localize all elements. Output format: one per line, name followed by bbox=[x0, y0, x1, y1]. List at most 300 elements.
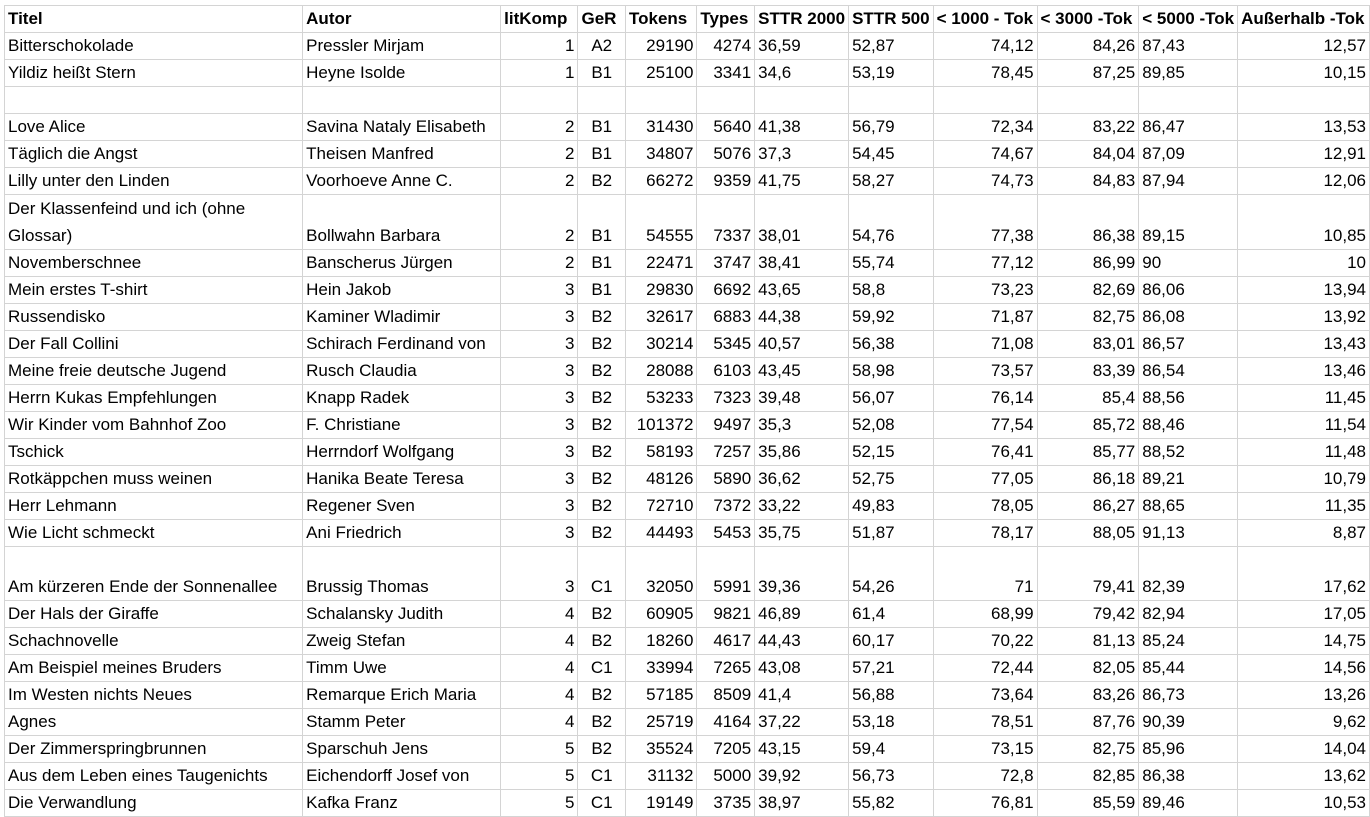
cell-sttr500[interactable]: 56,07 bbox=[849, 385, 933, 412]
cell-titel[interactable]: Aus dem Leben eines Taugenichts bbox=[5, 763, 303, 790]
cell-litkomp[interactable]: 2 bbox=[501, 250, 578, 277]
cell-types[interactable]: 7337 bbox=[697, 195, 755, 250]
cell-ger[interactable]: B2 bbox=[578, 439, 626, 466]
cell-sttr2000[interactable]: 41,38 bbox=[755, 114, 849, 141]
cell-litkomp[interactable]: 5 bbox=[501, 763, 578, 790]
cell-ausserhalb[interactable]: 14,56 bbox=[1238, 655, 1370, 682]
cell-litkomp[interactable]: 4 bbox=[501, 709, 578, 736]
cell-sttr500[interactable]: 58,98 bbox=[849, 358, 933, 385]
cell-types[interactable]: 5345 bbox=[697, 331, 755, 358]
cell-autor[interactable]: Timm Uwe bbox=[303, 655, 501, 682]
cell-tokens[interactable]: 34807 bbox=[625, 141, 696, 168]
col-header-titel[interactable]: Titel bbox=[5, 6, 303, 33]
cell-litkomp[interactable]: 3 bbox=[501, 493, 578, 520]
cell-lt1000[interactable]: 68,99 bbox=[933, 601, 1037, 628]
cell-lt1000[interactable]: 71 bbox=[933, 547, 1037, 601]
cell-autor[interactable]: Kafka Franz bbox=[303, 790, 501, 817]
cell-lt1000[interactable]: 78,51 bbox=[933, 709, 1037, 736]
cell-lt1000[interactable]: 74,12 bbox=[933, 33, 1037, 60]
cell-autor[interactable]: Pressler Mirjam bbox=[303, 33, 501, 60]
cell-sttr500[interactable]: 52,15 bbox=[849, 439, 933, 466]
cell-ger[interactable]: A2 bbox=[578, 33, 626, 60]
cell-lt5000[interactable]: 86,54 bbox=[1139, 358, 1238, 385]
col-header-lt5000[interactable]: < 5000 -Tok bbox=[1139, 6, 1238, 33]
cell-lt1000[interactable]: 77,38 bbox=[933, 195, 1037, 250]
cell-litkomp[interactable]: 4 bbox=[501, 682, 578, 709]
cell-ger[interactable]: B2 bbox=[578, 628, 626, 655]
cell-sttr2000[interactable]: 44,43 bbox=[755, 628, 849, 655]
cell-lt3000[interactable]: 87,76 bbox=[1037, 709, 1139, 736]
cell-tokens[interactable]: 22471 bbox=[625, 250, 696, 277]
cell-litkomp[interactable]: 3 bbox=[501, 547, 578, 601]
cell-tokens[interactable]: 32617 bbox=[625, 304, 696, 331]
cell-titel[interactable]: Yildiz heißt Stern bbox=[5, 60, 303, 87]
cell-types[interactable]: 5453 bbox=[697, 520, 755, 547]
cell-litkomp[interactable]: 4 bbox=[501, 655, 578, 682]
cell-sttr2000[interactable]: 38,41 bbox=[755, 250, 849, 277]
cell-lt3000[interactable]: 79,41 bbox=[1037, 547, 1139, 601]
cell-lt3000[interactable]: 82,75 bbox=[1037, 736, 1139, 763]
cell-lt5000[interactable]: 89,15 bbox=[1139, 195, 1238, 250]
cell-titel[interactable]: Agnes bbox=[5, 709, 303, 736]
cell-sttr2000[interactable]: 43,15 bbox=[755, 736, 849, 763]
cell-litkomp[interactable]: 3 bbox=[501, 520, 578, 547]
cell-ger[interactable]: B2 bbox=[578, 331, 626, 358]
cell-lt1000[interactable]: 76,41 bbox=[933, 439, 1037, 466]
cell-lt3000[interactable]: 82,69 bbox=[1037, 277, 1139, 304]
cell-ausserhalb[interactable]: 10,79 bbox=[1238, 466, 1370, 493]
cell-lt1000[interactable]: 72,34 bbox=[933, 114, 1037, 141]
cell-types[interactable]: 3341 bbox=[697, 60, 755, 87]
cell-litkomp[interactable]: 2 bbox=[501, 141, 578, 168]
cell-autor[interactable]: Rusch Claudia bbox=[303, 358, 501, 385]
cell-ausserhalb[interactable]: 9,62 bbox=[1238, 709, 1370, 736]
cell-ausserhalb[interactable]: 10,85 bbox=[1238, 195, 1370, 250]
cell-lt5000[interactable]: 90 bbox=[1139, 250, 1238, 277]
cell-titel[interactable]: Lilly unter den Linden bbox=[5, 168, 303, 195]
cell-lt3000[interactable]: 84,26 bbox=[1037, 33, 1139, 60]
cell-ger[interactable]: B1 bbox=[578, 250, 626, 277]
cell-tokens[interactable]: 31430 bbox=[625, 114, 696, 141]
cell-lt3000[interactable]: 82,05 bbox=[1037, 655, 1139, 682]
cell-ger[interactable]: C1 bbox=[578, 763, 626, 790]
cell-tokens[interactable]: 35524 bbox=[625, 736, 696, 763]
cell-sttr500[interactable]: 58,27 bbox=[849, 168, 933, 195]
cell-sttr2000[interactable]: 35,3 bbox=[755, 412, 849, 439]
cell-titel[interactable]: Love Alice bbox=[5, 114, 303, 141]
empty-cell[interactable] bbox=[501, 87, 578, 114]
cell-litkomp[interactable]: 5 bbox=[501, 790, 578, 817]
cell-sttr500[interactable]: 56,73 bbox=[849, 763, 933, 790]
cell-types[interactable]: 4617 bbox=[697, 628, 755, 655]
cell-ausserhalb[interactable]: 11,35 bbox=[1238, 493, 1370, 520]
cell-types[interactable]: 5640 bbox=[697, 114, 755, 141]
cell-ger[interactable]: B2 bbox=[578, 682, 626, 709]
cell-sttr2000[interactable]: 36,62 bbox=[755, 466, 849, 493]
cell-lt5000[interactable]: 86,06 bbox=[1139, 277, 1238, 304]
cell-titel[interactable]: Im Westen nichts Neues bbox=[5, 682, 303, 709]
cell-lt3000[interactable]: 86,18 bbox=[1037, 466, 1139, 493]
cell-lt1000[interactable]: 77,12 bbox=[933, 250, 1037, 277]
cell-lt1000[interactable]: 78,05 bbox=[933, 493, 1037, 520]
cell-sttr500[interactable]: 57,21 bbox=[849, 655, 933, 682]
cell-lt1000[interactable]: 70,22 bbox=[933, 628, 1037, 655]
cell-titel[interactable]: Meine freie deutsche Jugend bbox=[5, 358, 303, 385]
cell-lt5000[interactable]: 86,38 bbox=[1139, 763, 1238, 790]
cell-ger[interactable]: B2 bbox=[578, 736, 626, 763]
cell-lt1000[interactable]: 78,45 bbox=[933, 60, 1037, 87]
cell-autor[interactable]: Theisen Manfred bbox=[303, 141, 501, 168]
cell-sttr2000[interactable]: 39,92 bbox=[755, 763, 849, 790]
cell-lt5000[interactable]: 87,09 bbox=[1139, 141, 1238, 168]
cell-ger[interactable]: B2 bbox=[578, 466, 626, 493]
cell-ger[interactable]: B2 bbox=[578, 385, 626, 412]
cell-lt1000[interactable]: 74,73 bbox=[933, 168, 1037, 195]
cell-lt3000[interactable]: 84,04 bbox=[1037, 141, 1139, 168]
cell-litkomp[interactable]: 3 bbox=[501, 385, 578, 412]
cell-autor[interactable]: Sparschuh Jens bbox=[303, 736, 501, 763]
cell-tokens[interactable]: 25719 bbox=[625, 709, 696, 736]
cell-types[interactable]: 5076 bbox=[697, 141, 755, 168]
cell-ausserhalb[interactable]: 8,87 bbox=[1238, 520, 1370, 547]
cell-lt1000[interactable]: 73,64 bbox=[933, 682, 1037, 709]
cell-lt1000[interactable]: 73,15 bbox=[933, 736, 1037, 763]
cell-titel[interactable]: Die Verwandlung bbox=[5, 790, 303, 817]
cell-sttr2000[interactable]: 35,75 bbox=[755, 520, 849, 547]
empty-cell[interactable] bbox=[1139, 87, 1238, 114]
cell-tokens[interactable]: 33994 bbox=[625, 655, 696, 682]
cell-autor[interactable]: Hein Jakob bbox=[303, 277, 501, 304]
cell-sttr2000[interactable]: 35,86 bbox=[755, 439, 849, 466]
cell-sttr500[interactable]: 59,92 bbox=[849, 304, 933, 331]
cell-autor[interactable]: Schirach Ferdinand von bbox=[303, 331, 501, 358]
cell-lt1000[interactable]: 72,8 bbox=[933, 763, 1037, 790]
cell-lt1000[interactable]: 76,14 bbox=[933, 385, 1037, 412]
cell-lt3000[interactable]: 85,59 bbox=[1037, 790, 1139, 817]
cell-lt5000[interactable]: 89,21 bbox=[1139, 466, 1238, 493]
col-header-sttr2000[interactable]: STTR 2000 bbox=[755, 6, 849, 33]
cell-sttr2000[interactable]: 43,65 bbox=[755, 277, 849, 304]
cell-lt3000[interactable]: 79,42 bbox=[1037, 601, 1139, 628]
cell-lt5000[interactable]: 90,39 bbox=[1139, 709, 1238, 736]
cell-autor[interactable]: Stamm Peter bbox=[303, 709, 501, 736]
empty-cell[interactable] bbox=[849, 87, 933, 114]
cell-ger[interactable]: B2 bbox=[578, 601, 626, 628]
cell-ausserhalb[interactable]: 14,75 bbox=[1238, 628, 1370, 655]
cell-titel[interactable]: Herr Lehmann bbox=[5, 493, 303, 520]
cell-types[interactable]: 9359 bbox=[697, 168, 755, 195]
cell-titel[interactable]: Russendisko bbox=[5, 304, 303, 331]
cell-lt3000[interactable]: 84,83 bbox=[1037, 168, 1139, 195]
cell-ausserhalb[interactable]: 12,91 bbox=[1238, 141, 1370, 168]
cell-types[interactable]: 4164 bbox=[697, 709, 755, 736]
cell-ausserhalb[interactable]: 17,05 bbox=[1238, 601, 1370, 628]
cell-lt5000[interactable]: 86,57 bbox=[1139, 331, 1238, 358]
cell-types[interactable]: 6692 bbox=[697, 277, 755, 304]
cell-sttr500[interactable]: 58,8 bbox=[849, 277, 933, 304]
cell-lt5000[interactable]: 88,46 bbox=[1139, 412, 1238, 439]
cell-autor[interactable]: Hanika Beate Teresa bbox=[303, 466, 501, 493]
cell-types[interactable]: 7265 bbox=[697, 655, 755, 682]
cell-ausserhalb[interactable]: 13,26 bbox=[1238, 682, 1370, 709]
cell-lt1000[interactable]: 73,57 bbox=[933, 358, 1037, 385]
cell-sttr2000[interactable]: 37,3 bbox=[755, 141, 849, 168]
cell-tokens[interactable]: 32050 bbox=[625, 547, 696, 601]
cell-types[interactable]: 4274 bbox=[697, 33, 755, 60]
cell-litkomp[interactable]: 3 bbox=[501, 358, 578, 385]
cell-litkomp[interactable]: 2 bbox=[501, 168, 578, 195]
cell-ausserhalb[interactable]: 12,06 bbox=[1238, 168, 1370, 195]
cell-autor[interactable]: Bollwahn Barbara bbox=[303, 195, 501, 250]
cell-lt1000[interactable]: 72,44 bbox=[933, 655, 1037, 682]
col-header-lt1000[interactable]: < 1000 - Tok bbox=[933, 6, 1037, 33]
empty-cell[interactable] bbox=[755, 87, 849, 114]
cell-tokens[interactable]: 101372 bbox=[625, 412, 696, 439]
cell-lt3000[interactable]: 88,05 bbox=[1037, 520, 1139, 547]
cell-litkomp[interactable]: 3 bbox=[501, 439, 578, 466]
cell-lt1000[interactable]: 71,87 bbox=[933, 304, 1037, 331]
cell-lt3000[interactable]: 83,26 bbox=[1037, 682, 1139, 709]
cell-ger[interactable]: B2 bbox=[578, 168, 626, 195]
cell-sttr2000[interactable]: 40,57 bbox=[755, 331, 849, 358]
cell-lt1000[interactable]: 77,54 bbox=[933, 412, 1037, 439]
cell-lt3000[interactable]: 87,25 bbox=[1037, 60, 1139, 87]
cell-titel[interactable]: Wie Licht schmeckt bbox=[5, 520, 303, 547]
cell-autor[interactable]: F. Christiane bbox=[303, 412, 501, 439]
cell-sttr2000[interactable]: 46,89 bbox=[755, 601, 849, 628]
cell-ger[interactable]: B2 bbox=[578, 709, 626, 736]
cell-titel[interactable]: Wir Kinder vom Bahnhof Zoo bbox=[5, 412, 303, 439]
col-header-types[interactable]: Types bbox=[697, 6, 755, 33]
cell-types[interactable]: 9821 bbox=[697, 601, 755, 628]
col-header-litkomp[interactable]: litKomp bbox=[501, 6, 578, 33]
cell-lt5000[interactable]: 86,47 bbox=[1139, 114, 1238, 141]
cell-ausserhalb[interactable]: 11,45 bbox=[1238, 385, 1370, 412]
empty-cell[interactable] bbox=[5, 87, 303, 114]
cell-lt1000[interactable]: 77,05 bbox=[933, 466, 1037, 493]
cell-sttr500[interactable]: 52,87 bbox=[849, 33, 933, 60]
cell-litkomp[interactable]: 5 bbox=[501, 736, 578, 763]
cell-autor[interactable]: Zweig Stefan bbox=[303, 628, 501, 655]
cell-autor[interactable]: Savina Nataly Elisabeth bbox=[303, 114, 501, 141]
cell-types[interactable]: 9497 bbox=[697, 412, 755, 439]
cell-ger[interactable]: B2 bbox=[578, 412, 626, 439]
col-header-autor[interactable]: Autor bbox=[303, 6, 501, 33]
cell-titel[interactable]: Der Hals der Giraffe bbox=[5, 601, 303, 628]
cell-sttr500[interactable]: 55,82 bbox=[849, 790, 933, 817]
cell-lt5000[interactable]: 82,94 bbox=[1139, 601, 1238, 628]
cell-ger[interactable]: B2 bbox=[578, 493, 626, 520]
cell-autor[interactable]: Heyne Isolde bbox=[303, 60, 501, 87]
cell-types[interactable]: 3735 bbox=[697, 790, 755, 817]
cell-litkomp[interactable]: 4 bbox=[501, 628, 578, 655]
cell-lt3000[interactable]: 83,01 bbox=[1037, 331, 1139, 358]
cell-lt5000[interactable]: 87,94 bbox=[1139, 168, 1238, 195]
cell-types[interactable]: 3747 bbox=[697, 250, 755, 277]
cell-lt3000[interactable]: 85,72 bbox=[1037, 412, 1139, 439]
cell-ger[interactable]: C1 bbox=[578, 547, 626, 601]
cell-types[interactable]: 7323 bbox=[697, 385, 755, 412]
cell-lt3000[interactable]: 82,75 bbox=[1037, 304, 1139, 331]
cell-sttr2000[interactable]: 41,4 bbox=[755, 682, 849, 709]
cell-lt1000[interactable]: 71,08 bbox=[933, 331, 1037, 358]
cell-lt3000[interactable]: 85,4 bbox=[1037, 385, 1139, 412]
cell-autor[interactable]: Brussig Thomas bbox=[303, 547, 501, 601]
cell-sttr500[interactable]: 54,45 bbox=[849, 141, 933, 168]
cell-ger[interactable]: B1 bbox=[578, 114, 626, 141]
cell-litkomp[interactable]: 3 bbox=[501, 277, 578, 304]
cell-titel[interactable]: Schachnovelle bbox=[5, 628, 303, 655]
cell-lt5000[interactable]: 85,44 bbox=[1139, 655, 1238, 682]
cell-titel[interactable]: Der Klassenfeind und ich (ohne Glossar) bbox=[5, 195, 303, 250]
cell-autor[interactable]: Voorhoeve Anne C. bbox=[303, 168, 501, 195]
cell-sttr500[interactable]: 55,74 bbox=[849, 250, 933, 277]
cell-lt3000[interactable]: 85,77 bbox=[1037, 439, 1139, 466]
cell-types[interactable]: 8509 bbox=[697, 682, 755, 709]
cell-sttr2000[interactable]: 38,01 bbox=[755, 195, 849, 250]
cell-autor[interactable]: Regener Sven bbox=[303, 493, 501, 520]
empty-cell[interactable] bbox=[303, 87, 501, 114]
cell-ausserhalb[interactable]: 13,62 bbox=[1238, 763, 1370, 790]
cell-sttr500[interactable]: 54,76 bbox=[849, 195, 933, 250]
empty-cell[interactable] bbox=[625, 87, 696, 114]
cell-tokens[interactable]: 60905 bbox=[625, 601, 696, 628]
cell-sttr500[interactable]: 56,88 bbox=[849, 682, 933, 709]
cell-autor[interactable]: Herrndorf Wolfgang bbox=[303, 439, 501, 466]
cell-tokens[interactable]: 53233 bbox=[625, 385, 696, 412]
cell-autor[interactable]: Ani Friedrich bbox=[303, 520, 501, 547]
cell-lt1000[interactable]: 76,81 bbox=[933, 790, 1037, 817]
cell-ausserhalb[interactable]: 10,15 bbox=[1238, 60, 1370, 87]
cell-lt5000[interactable]: 89,85 bbox=[1139, 60, 1238, 87]
cell-sttr2000[interactable]: 38,97 bbox=[755, 790, 849, 817]
cell-lt5000[interactable]: 87,43 bbox=[1139, 33, 1238, 60]
cell-sttr2000[interactable]: 36,59 bbox=[755, 33, 849, 60]
cell-tokens[interactable]: 44493 bbox=[625, 520, 696, 547]
cell-lt5000[interactable]: 85,24 bbox=[1139, 628, 1238, 655]
cell-ger[interactable]: B1 bbox=[578, 277, 626, 304]
empty-cell[interactable] bbox=[933, 87, 1037, 114]
cell-ger[interactable]: B2 bbox=[578, 358, 626, 385]
cell-lt3000[interactable]: 86,27 bbox=[1037, 493, 1139, 520]
cell-sttr2000[interactable]: 39,48 bbox=[755, 385, 849, 412]
cell-tokens[interactable]: 72710 bbox=[625, 493, 696, 520]
empty-cell[interactable] bbox=[1238, 87, 1370, 114]
cell-sttr500[interactable]: 52,75 bbox=[849, 466, 933, 493]
cell-ger[interactable]: B1 bbox=[578, 141, 626, 168]
cell-lt1000[interactable]: 78,17 bbox=[933, 520, 1037, 547]
cell-litkomp[interactable]: 4 bbox=[501, 601, 578, 628]
cell-autor[interactable]: Banscherus Jürgen bbox=[303, 250, 501, 277]
cell-tokens[interactable]: 48126 bbox=[625, 466, 696, 493]
cell-ausserhalb[interactable]: 17,62 bbox=[1238, 547, 1370, 601]
cell-ausserhalb[interactable]: 11,48 bbox=[1238, 439, 1370, 466]
cell-ger[interactable]: C1 bbox=[578, 655, 626, 682]
cell-autor[interactable]: Kaminer Wladimir bbox=[303, 304, 501, 331]
cell-sttr2000[interactable]: 43,45 bbox=[755, 358, 849, 385]
cell-lt5000[interactable]: 82,39 bbox=[1139, 547, 1238, 601]
cell-ausserhalb[interactable]: 13,92 bbox=[1238, 304, 1370, 331]
cell-tokens[interactable]: 31132 bbox=[625, 763, 696, 790]
cell-sttr2000[interactable]: 37,22 bbox=[755, 709, 849, 736]
col-header-ausserhalb[interactable]: Außerhalb -Tok bbox=[1238, 6, 1370, 33]
cell-litkomp[interactable]: 3 bbox=[501, 331, 578, 358]
cell-ger[interactable]: B1 bbox=[578, 60, 626, 87]
cell-autor[interactable]: Knapp Radek bbox=[303, 385, 501, 412]
cell-litkomp[interactable]: 1 bbox=[501, 33, 578, 60]
cell-tokens[interactable]: 18260 bbox=[625, 628, 696, 655]
cell-types[interactable]: 6883 bbox=[697, 304, 755, 331]
cell-litkomp[interactable]: 2 bbox=[501, 195, 578, 250]
cell-types[interactable]: 5991 bbox=[697, 547, 755, 601]
cell-lt3000[interactable]: 81,13 bbox=[1037, 628, 1139, 655]
cell-lt5000[interactable]: 85,96 bbox=[1139, 736, 1238, 763]
cell-ausserhalb[interactable]: 12,57 bbox=[1238, 33, 1370, 60]
cell-titel[interactable]: Der Zimmerspringbrunnen bbox=[5, 736, 303, 763]
cell-tokens[interactable]: 57185 bbox=[625, 682, 696, 709]
cell-ger[interactable]: C1 bbox=[578, 790, 626, 817]
cell-tokens[interactable]: 29190 bbox=[625, 33, 696, 60]
cell-lt3000[interactable]: 83,22 bbox=[1037, 114, 1139, 141]
cell-sttr500[interactable]: 61,4 bbox=[849, 601, 933, 628]
cell-litkomp[interactable]: 3 bbox=[501, 304, 578, 331]
cell-ausserhalb[interactable]: 13,53 bbox=[1238, 114, 1370, 141]
cell-sttr2000[interactable]: 43,08 bbox=[755, 655, 849, 682]
cell-autor[interactable]: Remarque Erich Maria bbox=[303, 682, 501, 709]
cell-types[interactable]: 5000 bbox=[697, 763, 755, 790]
cell-titel[interactable]: Tschick bbox=[5, 439, 303, 466]
cell-lt5000[interactable]: 88,56 bbox=[1139, 385, 1238, 412]
cell-ausserhalb[interactable]: 13,43 bbox=[1238, 331, 1370, 358]
cell-sttr500[interactable]: 59,4 bbox=[849, 736, 933, 763]
cell-ausserhalb[interactable]: 10,53 bbox=[1238, 790, 1370, 817]
cell-titel[interactable]: Mein erstes T-shirt bbox=[5, 277, 303, 304]
cell-sttr500[interactable]: 60,17 bbox=[849, 628, 933, 655]
cell-lt5000[interactable]: 86,08 bbox=[1139, 304, 1238, 331]
cell-lt3000[interactable]: 86,38 bbox=[1037, 195, 1139, 250]
cell-tokens[interactable]: 19149 bbox=[625, 790, 696, 817]
cell-lt1000[interactable]: 73,23 bbox=[933, 277, 1037, 304]
cell-tokens[interactable]: 58193 bbox=[625, 439, 696, 466]
cell-sttr500[interactable]: 54,26 bbox=[849, 547, 933, 601]
cell-sttr500[interactable]: 49,83 bbox=[849, 493, 933, 520]
cell-titel[interactable]: Novemberschnee bbox=[5, 250, 303, 277]
empty-cell[interactable] bbox=[697, 87, 755, 114]
cell-sttr2000[interactable]: 34,6 bbox=[755, 60, 849, 87]
cell-titel[interactable]: Der Fall Collini bbox=[5, 331, 303, 358]
cell-ger[interactable]: B1 bbox=[578, 195, 626, 250]
cell-sttr2000[interactable]: 41,75 bbox=[755, 168, 849, 195]
cell-tokens[interactable]: 25100 bbox=[625, 60, 696, 87]
cell-ger[interactable]: B2 bbox=[578, 304, 626, 331]
cell-types[interactable]: 7205 bbox=[697, 736, 755, 763]
cell-tokens[interactable]: 28088 bbox=[625, 358, 696, 385]
cell-lt5000[interactable]: 88,65 bbox=[1139, 493, 1238, 520]
cell-lt5000[interactable]: 91,13 bbox=[1139, 520, 1238, 547]
cell-titel[interactable]: Am Beispiel meines Bruders bbox=[5, 655, 303, 682]
col-header-sttr500[interactable]: STTR 500 bbox=[849, 6, 933, 33]
cell-types[interactable]: 7372 bbox=[697, 493, 755, 520]
cell-litkomp[interactable]: 1 bbox=[501, 60, 578, 87]
cell-ger[interactable]: B2 bbox=[578, 520, 626, 547]
cell-autor[interactable]: Schalansky Judith bbox=[303, 601, 501, 628]
cell-sttr500[interactable]: 53,19 bbox=[849, 60, 933, 87]
cell-tokens[interactable]: 30214 bbox=[625, 331, 696, 358]
cell-sttr2000[interactable]: 44,38 bbox=[755, 304, 849, 331]
cell-titel[interactable]: Herrn Kukas Empfehlungen bbox=[5, 385, 303, 412]
cell-tokens[interactable]: 66272 bbox=[625, 168, 696, 195]
empty-cell[interactable] bbox=[578, 87, 626, 114]
